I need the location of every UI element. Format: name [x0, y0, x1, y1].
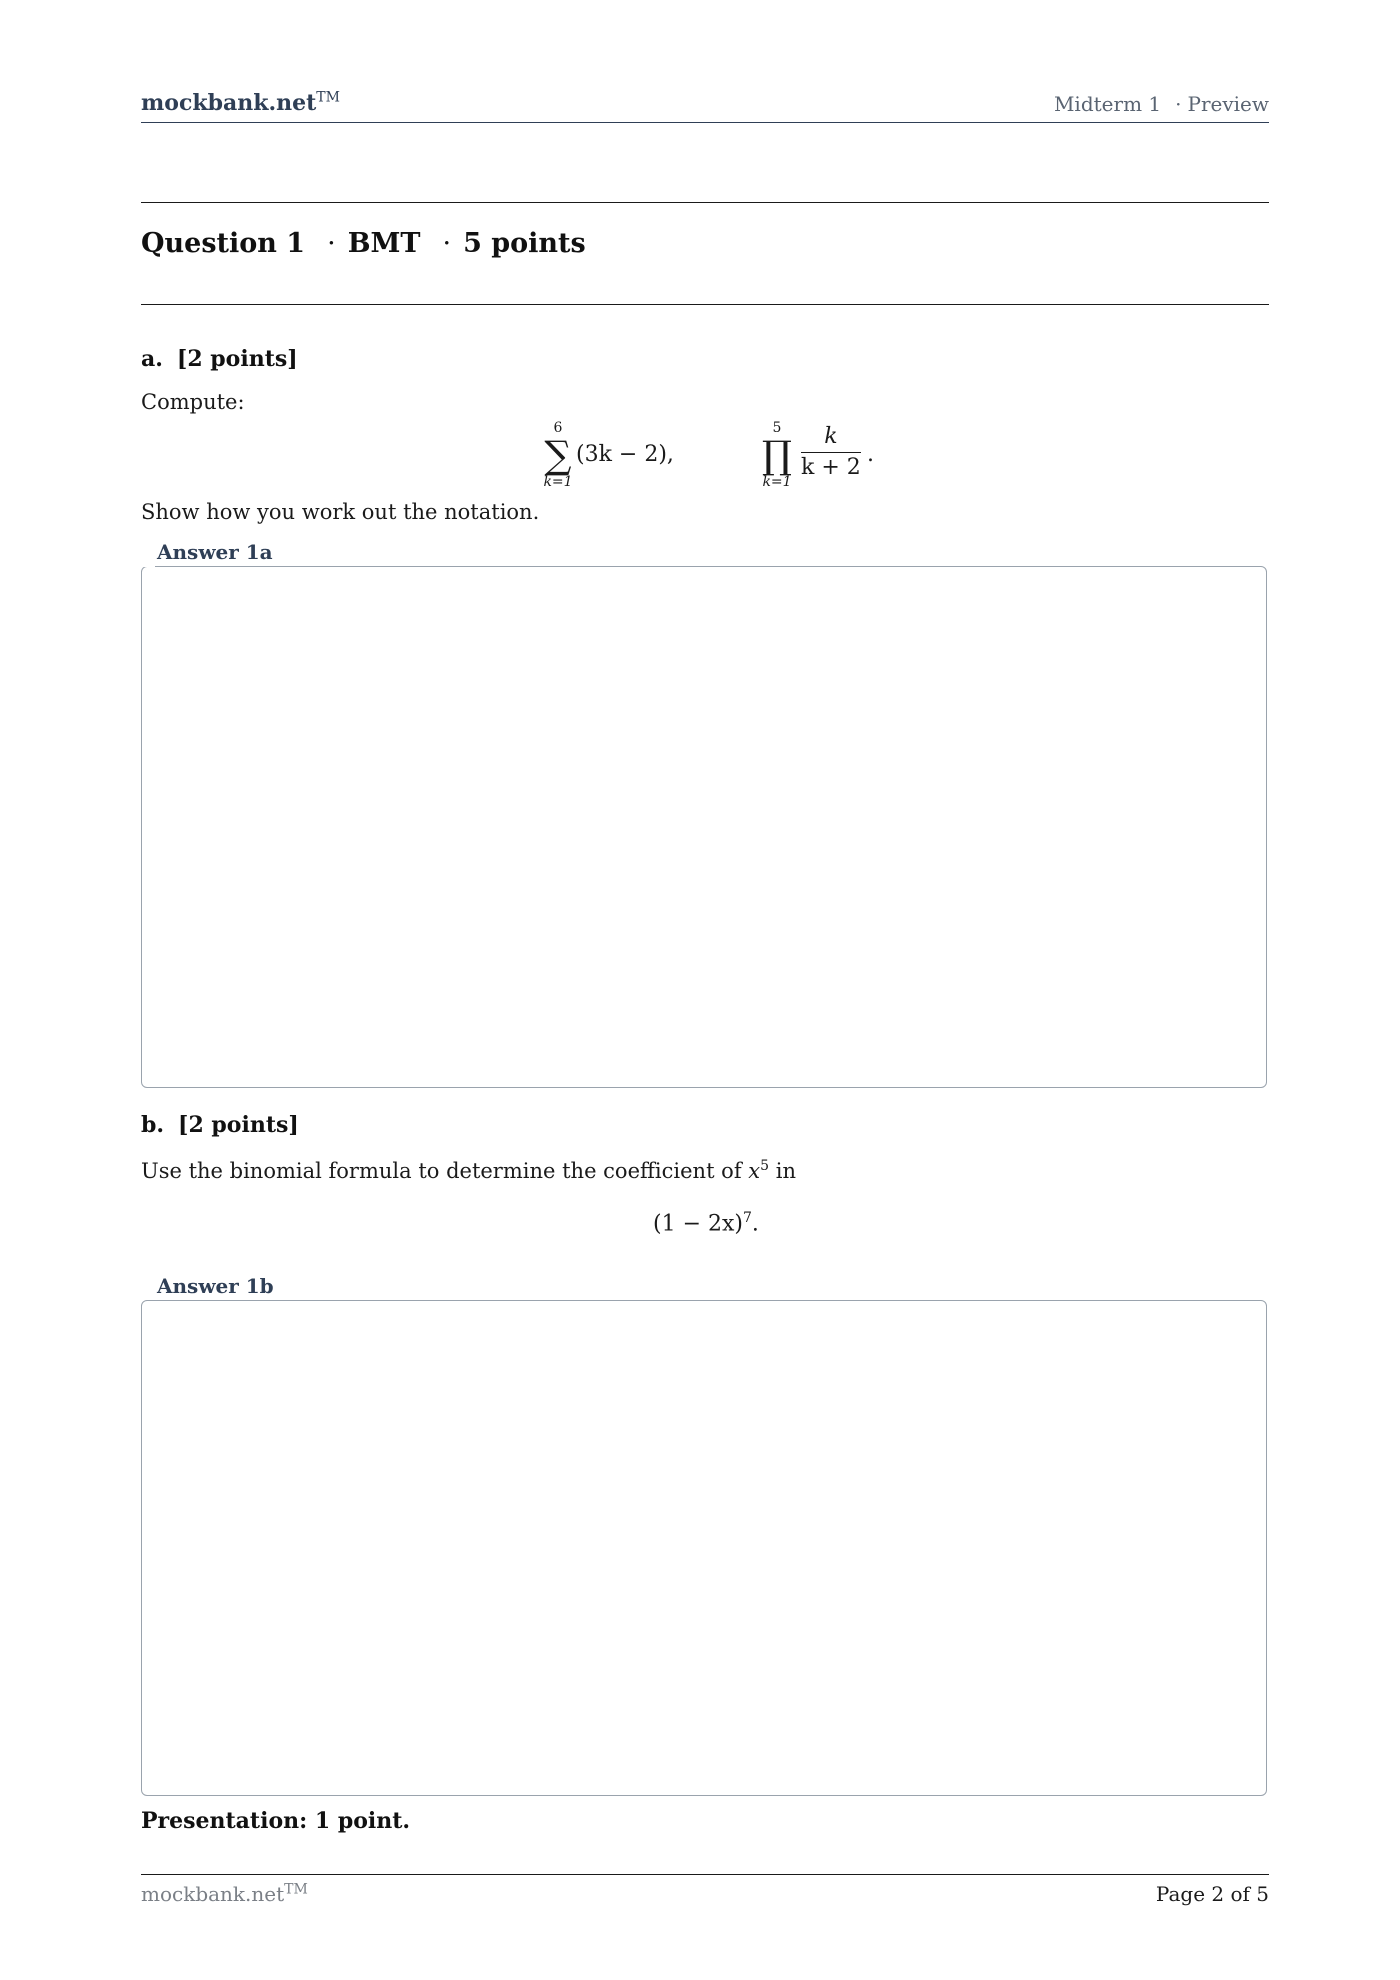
sum-upper-limit: 6: [553, 420, 563, 436]
footer-brand: [141, 1882, 308, 1906]
sum-term: (3k − 2),: [576, 442, 674, 467]
binomial-expression: [653, 1210, 759, 1236]
footer-trademark: TM: [284, 1881, 308, 1898]
preview-label: Preview: [1187, 92, 1269, 116]
part-b-points: [2 points]: [178, 1112, 299, 1138]
product-expression: [757, 420, 1057, 500]
page-header: [141, 88, 1269, 123]
binomial-power: 7: [743, 1210, 752, 1226]
part-a-heading: [141, 346, 298, 372]
footer-brand-name: mockbank.net: [141, 1882, 285, 1906]
part-b-prompt: [141, 1158, 796, 1183]
part-a-instruction: Show how you work out the notation.: [141, 500, 540, 524]
question-separator-1: ·: [327, 228, 336, 259]
question-number: Question 1: [141, 228, 306, 259]
page-number: Page 2 of 5: [1155, 1882, 1269, 1906]
brand-trademark: TM: [316, 89, 340, 106]
product-fraction: [801, 424, 861, 481]
product-upper-limit: 5: [772, 420, 782, 436]
answer-1b-box[interactable]: [141, 1300, 1267, 1796]
header-exam-info: [1054, 92, 1269, 116]
part-b-variable: x: [748, 1159, 761, 1183]
answer-1b-label: Answer 1b: [153, 1274, 284, 1298]
product-trailing-period: .: [867, 442, 874, 467]
presentation-points: Presentation: 1 point.: [141, 1808, 411, 1834]
part-b-letter: b.: [141, 1112, 165, 1138]
answer-1a-box[interactable]: [141, 566, 1267, 1088]
binomial-base: (1 − 2x): [653, 1211, 743, 1237]
answer-1a-label: Answer 1a: [153, 540, 283, 564]
part-a-letter: a.: [141, 346, 163, 372]
product-operator: [757, 420, 797, 490]
brand-logo: [141, 90, 340, 116]
product-lower-limit: k=1: [762, 474, 792, 490]
fraction-denominator: k + 2: [801, 455, 861, 480]
header-separator: ·: [1175, 92, 1182, 116]
binomial-trailing-period: .: [751, 1211, 759, 1237]
answer-1a-gap: [141, 566, 155, 567]
question-separator-2: ·: [442, 228, 452, 259]
question-title: [141, 228, 586, 259]
sum-lower-limit: k=1: [543, 474, 573, 490]
part-b-power: 5: [760, 1158, 770, 1174]
fraction-numerator: k: [801, 424, 861, 453]
pi-symbol: ∏: [761, 433, 793, 477]
brand-name: mockbank.net: [141, 90, 317, 116]
footer-rule: [141, 1874, 1269, 1875]
part-b-prompt-tail: in: [775, 1159, 796, 1183]
question-rule-top: [141, 202, 1269, 203]
question-topic: BMT: [347, 228, 421, 259]
part-a-prompt: Compute:: [141, 390, 245, 414]
exam-name: Midterm 1: [1053, 92, 1162, 116]
sigma-symbol: ∑: [544, 433, 572, 477]
part-a-points: [2 points]: [176, 346, 298, 372]
part-b-prompt-text: Use the binomial formula to determine the coefficient of: [141, 1159, 742, 1183]
question-points: 5 points: [463, 228, 586, 259]
sum-operator: [538, 420, 578, 490]
exam-page: [141, 0, 1269, 1980]
question-rule-bottom: [141, 304, 1269, 305]
part-b-heading: [141, 1112, 299, 1138]
